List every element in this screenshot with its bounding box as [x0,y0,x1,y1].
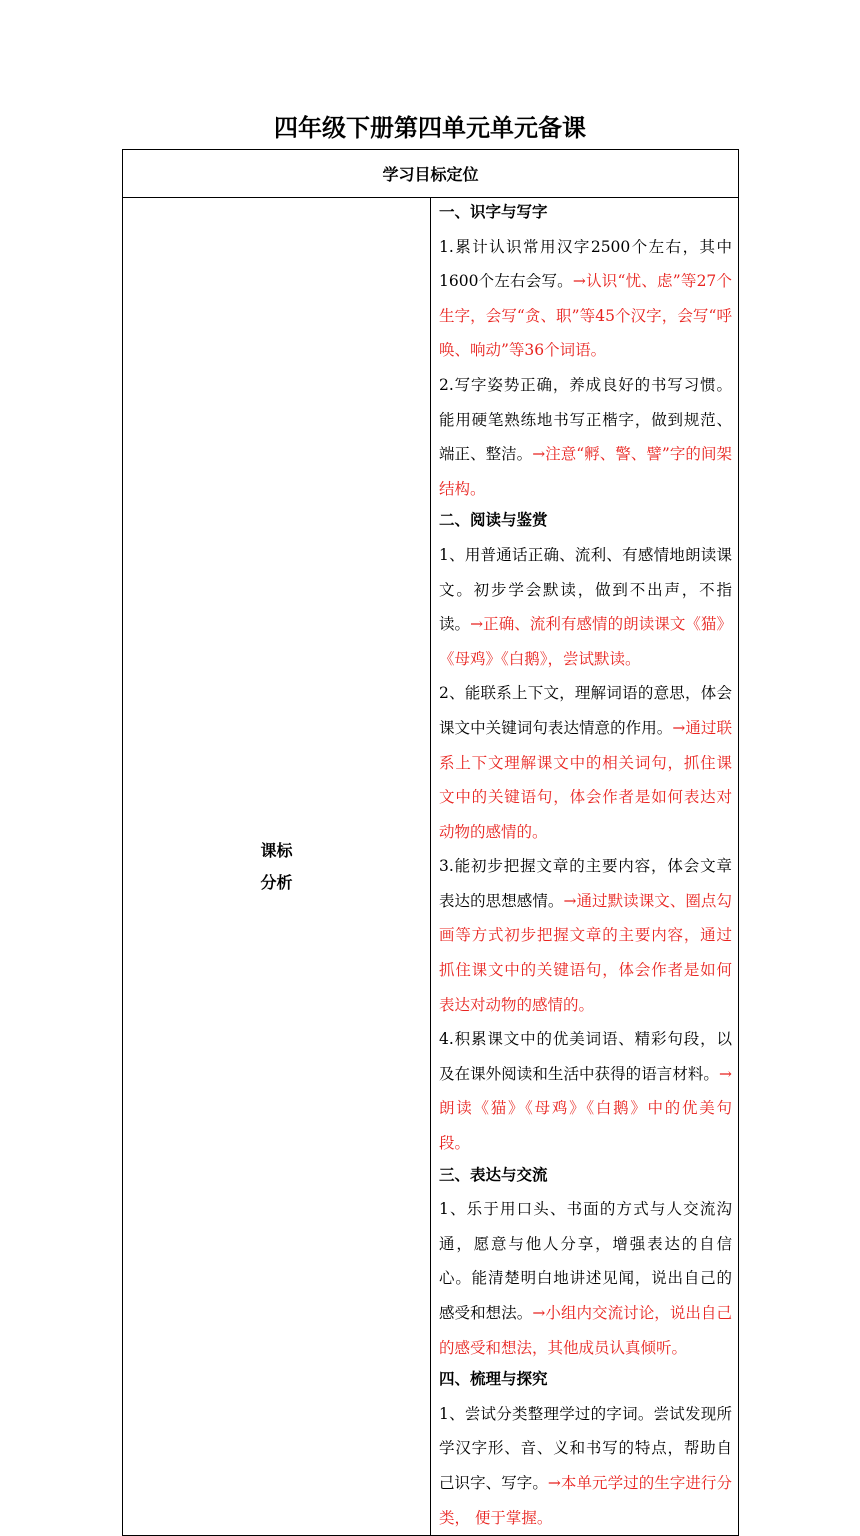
list-item [439,1397,732,1535]
item-annotation: →本单元学过的生字进行分类， 便于掌握。 [439,1473,732,1527]
item-annotation: →小组内交流讨论，说出自己的感受和想法，其他成员认真倾听。 [439,1304,732,1357]
item-annotation: →注意“孵、警、譬”字的间架结构。 [439,445,732,498]
table-header-row [123,150,739,198]
side-label-line1: 课标 [260,840,293,860]
table-body-row [123,198,739,1536]
list-item [439,368,732,506]
section-heading: 一、识字与写字 [439,203,548,221]
item-text: 1、尝试分类整理学过的字词。尝试发现所学汉字形、音、义和书写的特点，帮助自己识字、写字。 [439,1404,732,1492]
list-item [439,676,732,849]
item-text: 2、能联系上下文，理解词语的意思，体会课文中关键词句表达情意的作用。 [439,684,732,737]
item-text: 4.积累课文中的优美词语、精彩句段，以及在课外阅读和生活中获得的语言材料。 [439,1030,732,1083]
list-item [439,230,732,368]
list-item [439,1192,732,1365]
section-heading: 四、梳理与探究 [439,1370,548,1389]
list-item [439,538,732,676]
side-label [123,198,431,1536]
page-title: 四年级下册第四单元单元备课 [274,114,586,142]
section-heading: 二、阅读与鉴赏 [439,511,548,530]
content-cell [431,198,739,1536]
item-text: 2.写字姿势正确，养成良好的书写习惯。能用硬笔熟练地书写正楷字，做到规范、端正、整洁。 [439,375,732,464]
item-text: 1、用普通话正确、流利、有感情地朗读课文。初步学会默读，做到不出声，不指读。 [439,545,732,634]
item-annotation: →正确、流利有感情的朗读课文《猫》《母鸡》《白鹅》，尝试默读。 [439,615,732,668]
item-text: 1、乐于用口头、书面的方式与人交流沟通，愿意与他人分享，增强表达的自信心。能清楚明白地讲述见闻，说出自己的感受和想法。 [439,1200,732,1322]
item-annotation: →通过默读课文、圈点勾画等方式初步把握文章的主要内容，通过抓住课文中的关键语句，体会作者是如何表达对动物的感情的。 [439,891,732,1014]
item-annotation: →朗读《猫》《母鸡》《白鹅》中的优美句段。 [439,1064,732,1153]
side-label-line2: 分析 [260,872,293,892]
list-item [439,849,732,1022]
item-annotation: →通过联系上下文理解课文中的相关词句，抓住课文中的关键语句，体会作者是如何表达对动物的感情的。 [439,718,732,841]
lesson-plan-table [122,149,739,1536]
item-text: 3.能初步把握文章的主要内容，体会文章表达的思想感情。 [439,857,732,910]
table-header: 学习目标定位 [123,150,739,198]
section-heading: 三、表达与交流 [439,1165,548,1184]
list-item [439,1022,732,1160]
item-annotation: →认识“忧、虑”等27个生字，会写“贪、职”等45个汉字，会写“呼唤、响动”等36个词语。 [439,272,732,360]
item-text: 1.累计认识常用汉字2500个左右，其中1600个左右会写。 [439,237,732,291]
